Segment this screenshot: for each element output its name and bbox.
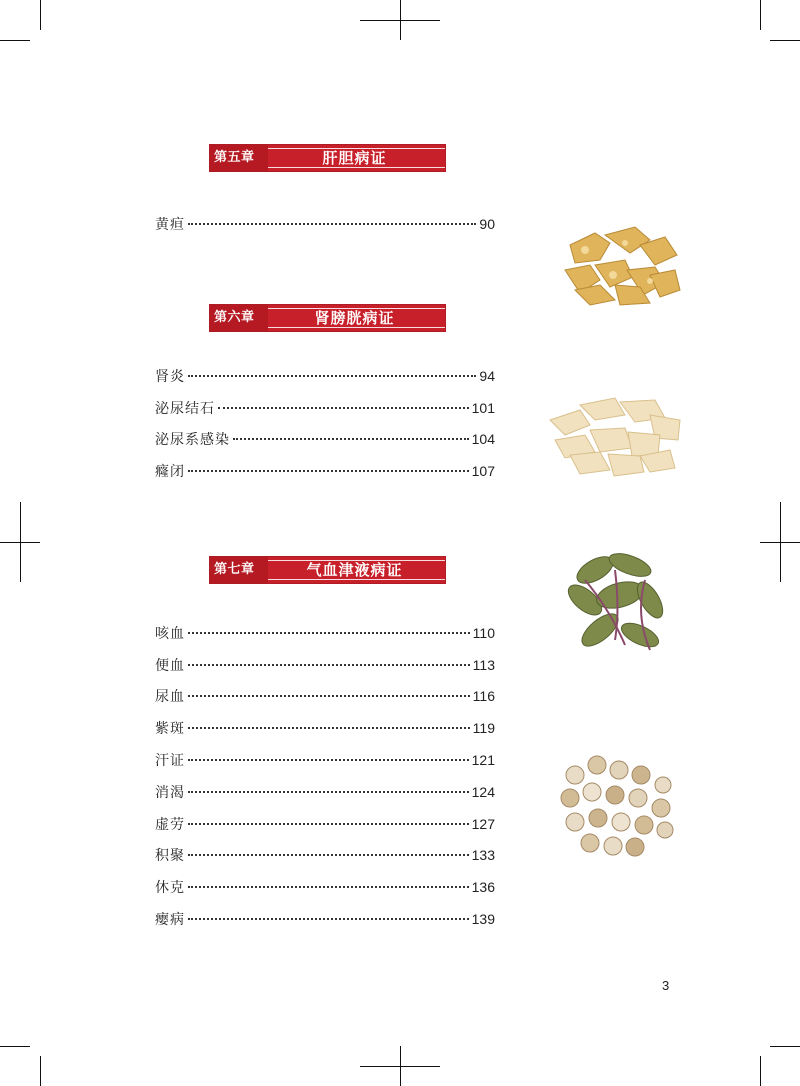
toc-entry[interactable] bbox=[155, 366, 495, 386]
leader-dots bbox=[188, 664, 470, 666]
toc-entry-title: 虚劳 bbox=[155, 817, 185, 833]
chapter-title: 气血津液病证 bbox=[306, 561, 403, 579]
chapter-tag: 第六章 bbox=[210, 305, 268, 331]
chapter-7-banner bbox=[210, 557, 445, 583]
leader-dots bbox=[233, 438, 469, 440]
herb-dried-leaves-image bbox=[555, 540, 680, 665]
leader-dots bbox=[188, 632, 470, 634]
toc-entry[interactable] bbox=[155, 909, 495, 929]
leader-dots bbox=[218, 407, 469, 409]
toc-entry-page: 139 bbox=[471, 911, 495, 927]
toc-entry-title: 肾炎 bbox=[155, 369, 185, 385]
page-number: 3 bbox=[662, 978, 670, 993]
toc-entry[interactable] bbox=[155, 845, 495, 865]
leader-dots bbox=[188, 854, 469, 856]
leader-dots bbox=[188, 727, 470, 729]
toc-entry-page: 101 bbox=[471, 400, 495, 416]
herb-flakes-image bbox=[540, 390, 690, 480]
chapter-5-banner bbox=[210, 145, 445, 171]
toc-entry-page: 116 bbox=[472, 688, 495, 704]
leader-dots bbox=[188, 791, 469, 793]
toc-entry-page: 90 bbox=[479, 216, 495, 232]
toc-entry-page: 94 bbox=[479, 368, 495, 384]
toc-entry[interactable] bbox=[155, 814, 495, 834]
chapter-6-banner bbox=[210, 305, 445, 331]
chapter-tag: 第五章 bbox=[210, 145, 268, 171]
toc-entry[interactable] bbox=[155, 686, 495, 706]
leader-dots bbox=[188, 470, 469, 472]
toc-entry-page: 110 bbox=[472, 625, 495, 641]
herb-seeds-image bbox=[555, 750, 685, 860]
toc-entry-page: 119 bbox=[472, 720, 495, 736]
toc-entry-title: 泌尿结石 bbox=[155, 401, 215, 417]
toc-entry[interactable] bbox=[155, 623, 495, 643]
toc-entry[interactable] bbox=[155, 782, 495, 802]
toc-entry-page: 113 bbox=[472, 657, 495, 673]
toc-entry-page: 104 bbox=[471, 431, 495, 447]
chapter-title: 肾膀胱病证 bbox=[314, 309, 395, 327]
leader-dots bbox=[188, 823, 469, 825]
toc-entry-title: 紫斑 bbox=[155, 721, 185, 737]
toc-entry-page: 133 bbox=[471, 847, 495, 863]
toc-entry[interactable] bbox=[155, 429, 495, 449]
toc-entry-page: 127 bbox=[471, 816, 495, 832]
toc-entry[interactable] bbox=[155, 877, 495, 897]
toc-entry-title: 黄疸 bbox=[155, 217, 185, 233]
toc-entry[interactable] bbox=[155, 214, 495, 234]
toc-entry-page: 121 bbox=[471, 752, 495, 768]
herb-slices-image bbox=[555, 215, 685, 310]
toc-entry-title: 消渴 bbox=[155, 785, 185, 801]
leader-dots bbox=[188, 918, 469, 920]
leader-dots bbox=[188, 886, 469, 888]
toc-entry-page: 107 bbox=[471, 463, 495, 479]
leader-dots bbox=[188, 223, 476, 225]
toc-entry-title: 休克 bbox=[155, 880, 185, 896]
toc-entry-title: 咳血 bbox=[155, 626, 185, 642]
leader-dots bbox=[188, 759, 469, 761]
toc-entry[interactable] bbox=[155, 398, 495, 418]
toc-entry-title: 尿血 bbox=[155, 689, 185, 705]
chapter-tag: 第七章 bbox=[210, 557, 268, 583]
toc-entry[interactable] bbox=[155, 750, 495, 770]
toc-entry[interactable] bbox=[155, 718, 495, 738]
toc-entry-title: 瘿病 bbox=[155, 912, 185, 928]
leader-dots bbox=[188, 375, 476, 377]
chapter-title: 肝胆病证 bbox=[322, 149, 387, 167]
toc-entry-title: 癃闭 bbox=[155, 464, 185, 480]
toc-entry-title: 积聚 bbox=[155, 848, 185, 864]
leader-dots bbox=[188, 695, 470, 697]
toc-entry[interactable] bbox=[155, 655, 495, 675]
toc-entry-title: 便血 bbox=[155, 658, 185, 674]
toc-entry-title: 泌尿系感染 bbox=[155, 432, 230, 448]
toc-entry-page: 124 bbox=[471, 784, 495, 800]
toc-entry-page: 136 bbox=[471, 879, 495, 895]
toc-entry-title: 汗证 bbox=[155, 753, 185, 769]
toc-entry[interactable] bbox=[155, 461, 495, 481]
